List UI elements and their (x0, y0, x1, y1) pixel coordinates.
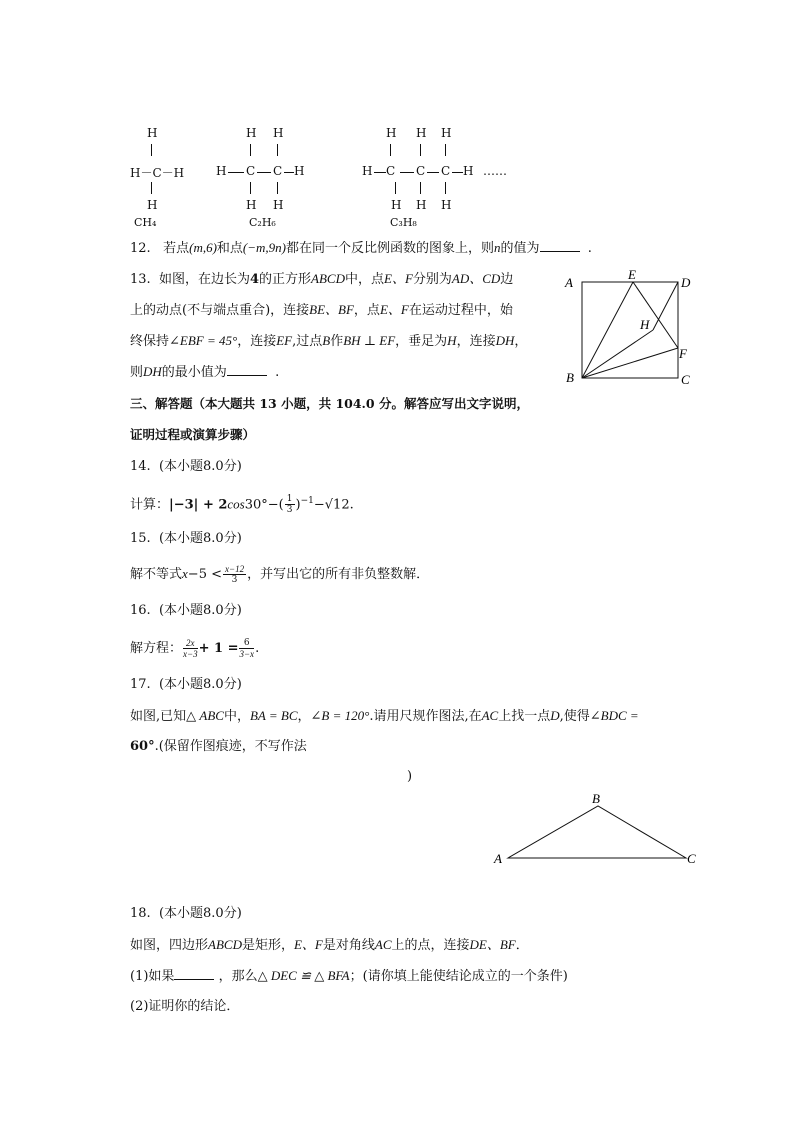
atom-h: H (147, 126, 158, 140)
atom-h: H (386, 126, 397, 140)
question-12: 12. 若点(m,6)和点(−m,9n)都在同一个反比例函数的图象上，则n的值为 . (130, 240, 592, 256)
atom-h: H (441, 198, 452, 212)
answer-blank[interactable] (540, 239, 580, 252)
triangle-abc (508, 806, 686, 858)
segment-ef (633, 282, 678, 348)
ellipsis: …… (483, 164, 507, 178)
label-a: A (494, 851, 502, 866)
atom-h: H (273, 198, 284, 212)
molecule-c3h8 (362, 126, 522, 232)
question-15-header: 15. (本小题8.0分) (130, 531, 242, 546)
label-b: B (566, 370, 574, 385)
question-16-header: 16. (本小题8.0分) (130, 603, 242, 618)
square-figure (560, 262, 700, 392)
question-14-body: 计算：|−3| + 2cos30°−( $\frac{1}{3}$ )$^{-1}$−√12. (130, 494, 354, 516)
section-heading-cont: 证明过程或演算步骤） (130, 427, 256, 442)
atom-c: C (246, 164, 256, 178)
fraction: $\frac{6}{3-x}$ (239, 638, 255, 659)
label-c: C (681, 372, 690, 387)
question-13-line1: 13. 如图，在边长为4的正方形ABCD中，点E、F分别为AD、CD边 (130, 271, 514, 287)
question-16-body: 解方程： $\frac{2x}{x-3}$ + 1 = $\frac{6}{3-x}$ . (130, 638, 260, 659)
segment-dh (653, 282, 678, 330)
fraction: $\frac{x-12}{3}$ (225, 564, 245, 585)
triangle-figure (490, 786, 710, 876)
atom-h: H (441, 126, 452, 140)
section-heading: 三、解答题（本大题共 13 小题，共 104.0 分。解答应写出文字说明， (130, 396, 529, 411)
atom-h: H (463, 164, 474, 178)
question-17-line2: 60°.(保留作图痕迹，不写作法 (130, 739, 307, 754)
answer-blank[interactable] (174, 967, 214, 980)
question-13-line2: 上的动点(不与端点重合)，连接BE、BF，点E、F在运动过程中，始 (130, 302, 513, 318)
c2h6-label: C₂H₆ (249, 216, 276, 229)
atom-h: H (147, 198, 158, 212)
molecule-ch4 (130, 126, 200, 232)
atom-c: C (273, 164, 283, 178)
question-15-body: 解不等式x−5 < $\frac{x-12}{3}$ ，并写出它的所有非负整数解． (130, 564, 430, 585)
atom-h: H (246, 126, 257, 140)
atom-h: H (416, 198, 427, 212)
atom-h: H (416, 126, 427, 140)
question-14-header: 14. (本小题8.0分) (130, 459, 242, 474)
ch4-middle-row: H－C－H (130, 166, 185, 180)
question-17-header: 17. (本小题8.0分) (130, 677, 242, 692)
square-abcd (582, 282, 678, 378)
fraction: $\frac{2x}{x-3}$ (183, 638, 198, 659)
atom-h: H (246, 198, 257, 212)
molecule-c2h6 (216, 126, 316, 232)
label-b: B (592, 791, 600, 806)
atom-c: C (441, 164, 451, 178)
c3h8-label: C₃H₈ (390, 216, 417, 229)
question-17-line1: 如图,已知△ ABC中，BA = BC，∠B = 120°.请用尺规作图法,在AC上找一点D,使得∠BDC = (130, 708, 639, 724)
segment-bf (582, 348, 678, 378)
segment-bh (582, 330, 653, 378)
question-18-line1: 如图，四边形ABCD是矩形，E、F是对角线AC上的点，连接DE、BF． (130, 937, 529, 953)
segment-be (582, 282, 633, 378)
ch4-label: CH₄ (134, 216, 157, 229)
atom-h: H (216, 164, 227, 178)
label-a: A (565, 275, 573, 290)
atom-h: H (273, 126, 284, 140)
label-e: E (628, 267, 636, 282)
question-13-line4: 则DH的最小值为 . (130, 364, 280, 380)
fraction: $\frac{1}{3}$ (286, 494, 293, 516)
label-c: C (687, 851, 696, 866)
question-18-line2: (1)如果 ，那么△ DEC ≌ △ BFA；(请你填上能使结论成立的一个条件) (130, 968, 568, 984)
label-h: H (640, 317, 650, 332)
atom-c: C (386, 164, 396, 178)
answer-blank[interactable] (227, 363, 267, 376)
question-13-line3: 终保持∠EBF = 45°，连接EF,过点B作BH ⊥ EF，垂足为H，连接DH， (130, 333, 528, 349)
atom-h: H (294, 164, 305, 178)
atom-h: H (362, 164, 373, 178)
atom-c: C (416, 164, 426, 178)
question-18-line3: (2)证明你的结论． (130, 999, 240, 1014)
question-17-close-paren: ) (407, 769, 413, 784)
label-f: F (679, 346, 687, 361)
atom-h: H (391, 198, 402, 212)
label-d: D (681, 275, 691, 290)
question-18-header: 18. (本小题8.0分) (130, 906, 242, 921)
